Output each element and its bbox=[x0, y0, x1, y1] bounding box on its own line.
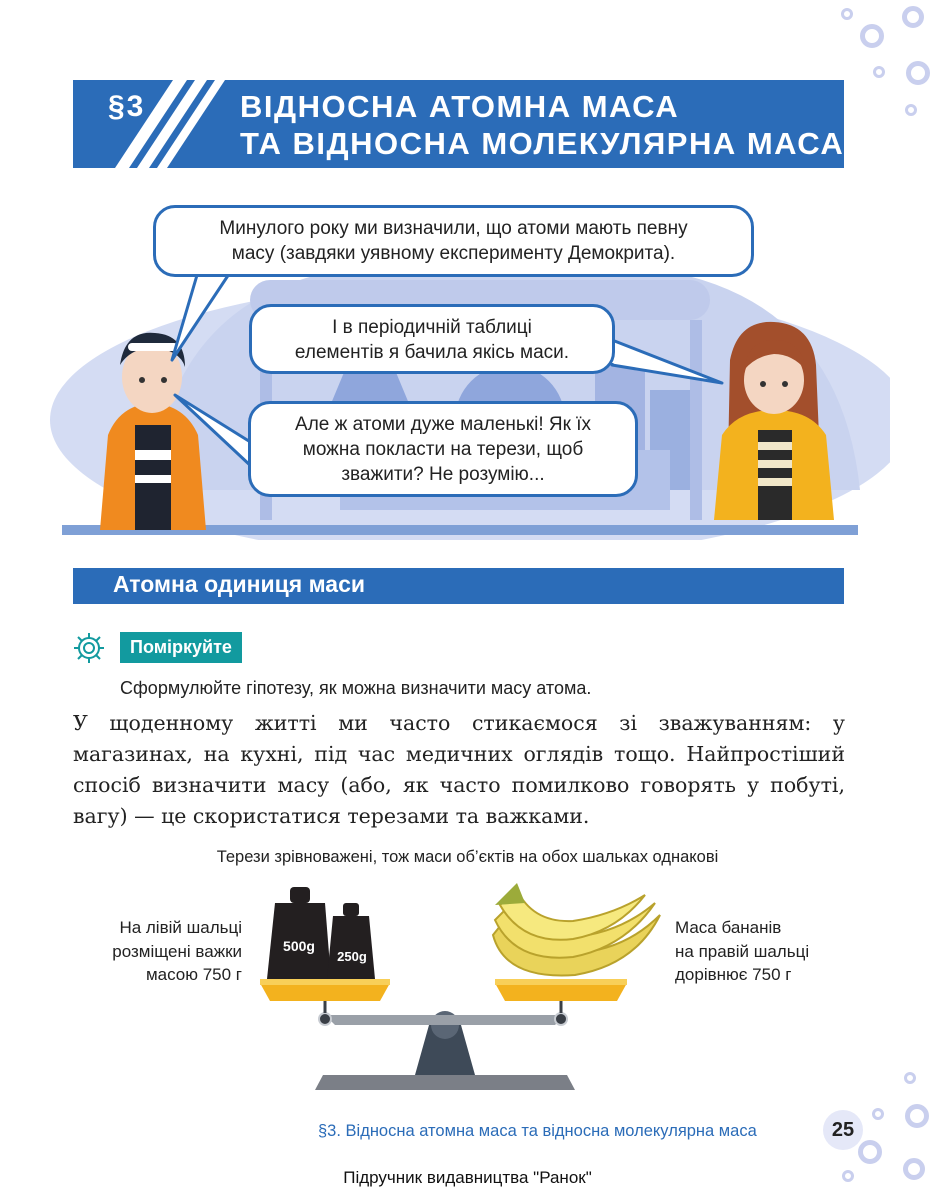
caption-line: на правій шальці bbox=[675, 941, 810, 961]
page-title bbox=[240, 88, 844, 162]
bubble-text: зважити? Не розумію... bbox=[341, 464, 545, 485]
caption-line: дорівнює 750 г bbox=[675, 965, 792, 984]
caption-line: Маса бананів bbox=[675, 918, 782, 937]
decor-dot bbox=[872, 1108, 884, 1120]
publisher-line: Підручник видавництва "Ранок" bbox=[343, 1168, 592, 1187]
decor-dot bbox=[905, 1104, 929, 1128]
bubble-text: Але ж атоми дуже маленькі! Як їх bbox=[295, 414, 591, 435]
bubble-text: елементів я бачила якісь маси. bbox=[294, 342, 570, 363]
task-text: Сформулюйте гіпотезу, як можна визначити масу атома. bbox=[120, 678, 592, 698]
caption-line: розміщені важки bbox=[112, 941, 242, 961]
left-pan-caption bbox=[60, 916, 242, 987]
figure-caption: Терези зрівноважені, тож маси об’єктів на обох шальках однакові bbox=[216, 848, 719, 866]
decor-dot bbox=[906, 61, 930, 85]
caption-line: масою 750 г bbox=[145, 965, 242, 984]
running-footer-title: §3. Відносна атомна маса та відносна молекулярна маса bbox=[318, 1122, 757, 1140]
decor-dot bbox=[860, 24, 884, 48]
balance-scale-illustration bbox=[255, 875, 675, 1095]
gear-icon bbox=[73, 632, 105, 664]
decor-dot bbox=[873, 66, 885, 78]
title-line: ВІДНОСНА АТОМНА МАСА bbox=[240, 89, 680, 124]
caption-line: На лівій шальці bbox=[119, 918, 242, 937]
decor-dot bbox=[904, 1072, 916, 1084]
think-badge: Поміркуйте bbox=[120, 632, 242, 663]
right-pan-caption bbox=[675, 916, 875, 987]
weight-500g-label: 500g bbox=[283, 938, 315, 954]
weight-250g-label: 250g bbox=[337, 949, 367, 964]
bubble-text: можна покласти на терези, щоб bbox=[302, 439, 584, 460]
bananas-icon bbox=[493, 883, 660, 976]
speech-bubble-boy-1 bbox=[153, 205, 754, 277]
decor-dot bbox=[902, 6, 924, 28]
title-line: ТА ВІДНОСНА МОЛЕКУЛЯРНА МАСА bbox=[240, 126, 845, 161]
bubble-text: І в періодичній таблиці bbox=[332, 317, 532, 338]
speech-bubble-girl bbox=[249, 304, 615, 374]
decor-dot bbox=[841, 8, 853, 20]
section-number: §3 bbox=[108, 90, 146, 123]
bubble-text: масу (завдяки уявному експерименту Демокрита). bbox=[231, 243, 676, 264]
page-number: 25 bbox=[823, 1110, 863, 1150]
decor-dot bbox=[905, 104, 917, 116]
body-paragraph: У щоденному житті ми часто стикаємося зі зважуванням: у магазинах, на кухні, під час медичних оглядів тощо. Найпростіший спосіб визначити масу (або, як часто помилково говорять у побуті, вагу) — це скористатися терезами та важками. bbox=[73, 711, 845, 828]
bubble-text: Минулого року ми визначили, що атоми мають певну bbox=[219, 218, 688, 239]
section-title: Атомна одиниця маси bbox=[113, 571, 366, 597]
speech-bubble-boy-2 bbox=[248, 401, 638, 497]
decor-dot bbox=[858, 1140, 882, 1164]
